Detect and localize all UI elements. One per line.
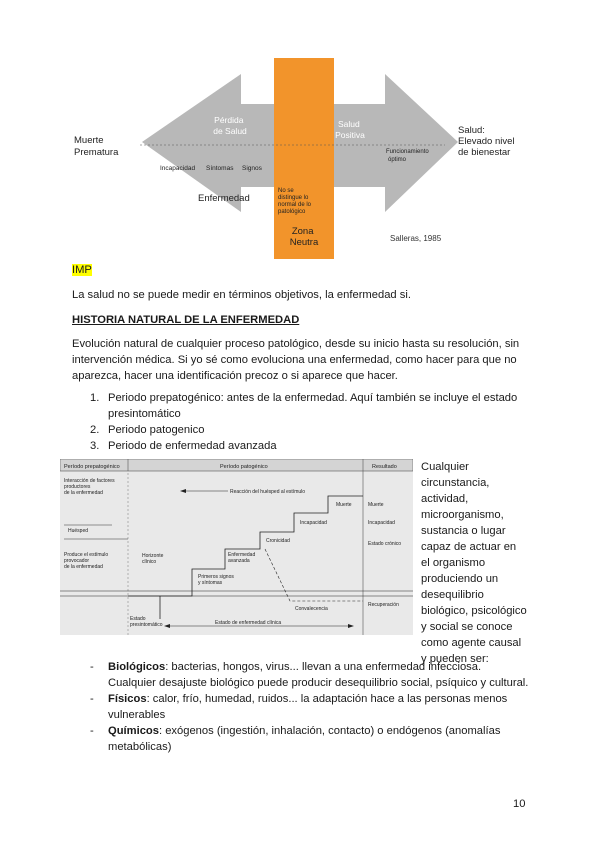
- causal-agent-text: Cualquier circunstancia, actividad, microorganismo, sustancia o lugar capaz de actuar en el organismo produciendo un desequilibrio biológico, psicológico y social se conoce como agente causal y pueden ser:: [421, 461, 527, 665]
- definition-paragraph: Evolución natural de cualquier proceso patológico, desde su inicio hasta su resolución, sin intervención médica. Si yo sé como evoluciona una enfermedad, como hacer para que no aparezca, hacer una identificación precoz o si aparece que hacer.: [72, 338, 520, 382]
- outcome-header: Resultado: [372, 464, 397, 470]
- convalescence-label: Convalecencia: [295, 606, 328, 612]
- clinical-disease-label: Estado de enfermedad clínica: [215, 620, 282, 626]
- advanced-disease-label: Enfermedad avanzada: [228, 552, 256, 564]
- outcome-recovery-label: Recuperación: [368, 602, 399, 608]
- period-list: [90, 390, 550, 454]
- symptoms-label: Síntomas: [206, 165, 234, 172]
- chronicity-stage-label: Cronicidad: [266, 538, 290, 544]
- death-stage-label: Muerte: [336, 502, 352, 508]
- outcome-death-label: Muerte: [368, 502, 384, 508]
- list-item: 1. Periodo prepatogénico: antes de la enfermedad. Aquí también se incluye el estado presintomático: [90, 392, 518, 420]
- illness-arrow: [142, 74, 297, 212]
- list-item: - Químicos: exógenos (ingestión, inhalación, contacto) o endógenos (anomalías metabólicas): [90, 725, 501, 753]
- health-continuum-diagram: [65, 58, 535, 260]
- high-wellbeing-label: Salud: Elevado nivel de bienestar: [458, 125, 515, 158]
- provoking-stimulus-label: Produce el estímulo provocador de la enfermedad: [64, 552, 109, 570]
- outcome-chronic-label: Estado crónico: [368, 541, 402, 547]
- health-loss-label: Pérdida de Salud: [213, 115, 247, 136]
- neutral-zone-label: Zona Neutra: [289, 226, 319, 248]
- positive-health-label: Salud Positiva: [335, 119, 365, 140]
- agent-types-list: [90, 659, 560, 755]
- incapacity-stage-label: Incapacidad: [300, 520, 327, 526]
- signs-label: Signos: [242, 165, 262, 172]
- source-credit: Salleras, 1985: [390, 234, 442, 243]
- outcome-incapacity-label: Incapacidad: [368, 520, 395, 526]
- host-reaction-label: Reacción del huésped al estímulo: [230, 489, 306, 495]
- first-signs-label: Primeros signos y síntomas: [198, 574, 234, 586]
- neutral-zone-note: No se distingue lo normal de lo patológico: [278, 188, 312, 215]
- prepathogenic-header: Período prepatogénico: [64, 464, 120, 470]
- interaction-label: Interacción de factores productores de la enfermedad: [64, 478, 115, 496]
- clinical-horizon-label: Horizonte clínico: [142, 553, 164, 565]
- optimal-function-label: Funcionamiento óptimo: [386, 149, 429, 163]
- section-heading: HISTORIA NATURAL DE LA ENFERMEDAD: [72, 314, 300, 326]
- incapacity-label: Incapacidad: [160, 165, 196, 172]
- diagram-background: [60, 459, 413, 635]
- list-item: - Físicos: calor, frío, humedad, ruidos... la adaptación hace a las personas menos vulnerables: [90, 693, 508, 721]
- list-item: 2. Periodo patogenico: [90, 424, 205, 436]
- health-arrow: [327, 74, 458, 212]
- premature-death-label: Muerte Prematura: [74, 135, 119, 158]
- pathogenic-header: Período patogénico: [220, 464, 268, 470]
- list-item: - Biológicos: bacterias, hongos, virus... llevan a una enfermedad infecciosa. Cualquier desajuste biológico puede producir desequilibrio social, psíquico y cultural.: [90, 661, 529, 689]
- natural-history-diagram: [60, 459, 413, 635]
- health-measure-sentence: La salud no se puede medir en términos objetivos, la enfermedad si.: [72, 289, 411, 301]
- imp-tag: IMP: [72, 264, 92, 276]
- presymptomatic-label: Estado presintomático: [130, 616, 163, 628]
- page-number: 10: [513, 798, 526, 810]
- list-item: 3. Periodo de enfermedad avanzada: [90, 440, 277, 452]
- disease-label: Enfermedad: [198, 193, 250, 204]
- host-label: Huésped: [68, 528, 89, 534]
